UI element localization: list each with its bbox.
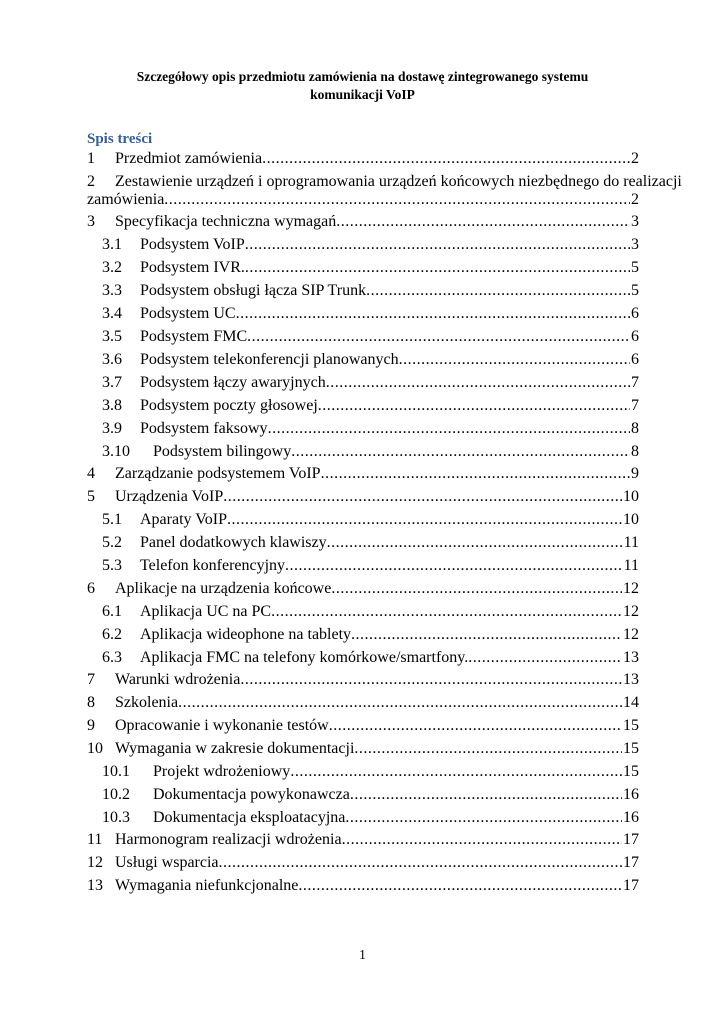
toc-entry-11[interactable]	[87, 831, 639, 849]
toc-entry-label: Zarządzanie podsystemem VoIP	[115, 465, 321, 482]
toc-entry-3-6[interactable]	[102, 351, 639, 369]
toc-leader-dots	[285, 557, 623, 575]
toc-entry-number: 8	[87, 694, 95, 711]
toc-entry-label: Szkolenia	[115, 694, 179, 711]
toc-entry-label: Telefon konferencyjny	[140, 557, 286, 574]
toc-entry-13[interactable]	[87, 877, 639, 895]
toc-entry-1[interactable]	[87, 150, 639, 168]
toc-entry-label: Podsystem IVR.	[140, 259, 245, 276]
toc-leader-dots	[223, 488, 622, 506]
toc-entry-label: Dokumentacja eksploatacyjna	[153, 809, 346, 826]
toc-entry-page: 6	[631, 351, 639, 368]
toc-leader-dots	[178, 694, 622, 712]
toc-leader-dots	[298, 877, 622, 895]
toc-leader-dots	[331, 580, 622, 598]
toc-entry-10-1[interactable]	[102, 763, 639, 781]
toc-leader-dots	[345, 809, 622, 827]
toc-entry-5-1[interactable]	[102, 511, 639, 529]
toc-entry-label: Podsystem łączy awaryjnych	[140, 374, 326, 391]
toc-entry-label: Wymagania w zakresie dokumentacji	[115, 740, 355, 757]
toc-leader-dots	[219, 854, 622, 872]
toc-entry-8[interactable]	[87, 694, 639, 712]
toc-entry-page: 10	[623, 511, 639, 528]
toc-entry-5-3[interactable]	[102, 557, 639, 575]
toc-entry-label: Przedmiot zamówienia	[115, 150, 263, 167]
toc-entry-label: Wymagania niefunkcjonalne	[115, 877, 299, 894]
toc-entry-page: 12	[623, 580, 639, 597]
toc-entry-number: 3.7	[102, 374, 122, 391]
toc-entry-label: Aplikacja FMC na telefony komórkowe/smartfony.	[140, 649, 469, 666]
toc-leader-dots	[327, 534, 623, 552]
toc-entry-label: Aplikacja UC na PC	[140, 603, 272, 620]
toc-entry-page: 16	[623, 809, 639, 826]
toc-entry-label: Aparaty VoIP	[140, 511, 227, 528]
toc-entry-page: 5	[631, 282, 639, 299]
toc-leader-dots	[354, 740, 622, 758]
toc-entry-label: Podsystem telekonferencji planowanych	[140, 351, 399, 368]
toc-leader-dots	[342, 831, 622, 849]
toc-entry-number: 7	[87, 671, 95, 688]
toc-entry-label: Opracowanie i wykonanie testów	[115, 717, 329, 734]
toc-leader-dots	[262, 150, 630, 168]
toc-entry-page: 13	[623, 649, 639, 666]
toc-leader-dots	[399, 351, 630, 369]
toc-entry-page: 8	[631, 420, 639, 437]
toc-entry-page: 12	[623, 603, 639, 620]
toc-entry-page: 13	[623, 671, 639, 688]
toc-entry-page: 17	[623, 877, 639, 894]
toc-entry-number: 5.1	[102, 511, 122, 528]
toc-entry-6-3[interactable]	[102, 649, 639, 667]
toc-entry-number: 9	[87, 717, 95, 734]
toc-entry-3-5[interactable]	[102, 328, 639, 346]
toc-entry-page: 6	[631, 328, 639, 345]
toc-leader-dots	[268, 420, 630, 438]
toc-entry-3-10[interactable]	[102, 443, 639, 461]
toc-leader-dots	[351, 626, 622, 644]
toc-entry-number: 5	[87, 488, 95, 505]
toc-entry-number: 3.1	[102, 236, 122, 253]
toc-entry-10-2[interactable]	[102, 786, 639, 804]
toc-entry-3[interactable]	[87, 213, 639, 231]
toc-leader-dots	[326, 374, 630, 392]
document-title	[0, 68, 725, 104]
toc-entry-page: 12	[623, 626, 639, 643]
toc-entry-number: 10	[87, 740, 103, 757]
toc-leader-dots	[468, 649, 622, 667]
toc-entry-label: Specyfikacja techniczna wymagań	[115, 213, 337, 230]
toc-entry-number: 3.3	[102, 282, 122, 299]
toc-entry-3-4[interactable]	[102, 305, 639, 323]
toc-entry-3-1[interactable]	[102, 236, 639, 254]
document-title-line-2: komunikacji VoIP	[310, 87, 415, 102]
toc-entry-page: 3	[631, 213, 639, 230]
toc-entry-number: 3.2	[102, 259, 122, 276]
toc-entry-number: 3.5	[102, 328, 122, 345]
toc-leader-dots	[271, 603, 622, 621]
toc-entry-label: Panel dodatkowych klawiszy	[140, 534, 327, 551]
toc-entry-number: 2	[87, 173, 95, 190]
toc-entry-label: Projekt wdrożeniowy	[153, 763, 291, 780]
toc-entry-label: Urządzenia VoIP	[115, 488, 224, 505]
toc-entry-page: 15	[623, 763, 639, 780]
toc-entry-label: Podsystem FMC	[140, 328, 248, 345]
toc-heading: Spis treści	[87, 131, 153, 147]
toc-entry-number: 10.3	[102, 809, 130, 826]
toc-entry-page: 17	[623, 831, 639, 848]
toc-entry-7[interactable]	[87, 671, 639, 689]
toc-entry-3-8[interactable]	[102, 397, 639, 415]
toc-entry-page: 15	[623, 740, 639, 757]
toc-entry-label: Aplikacja wideophone na tablety	[140, 626, 352, 643]
toc-entry-label: Podsystem bilingowy	[153, 443, 292, 460]
toc-leader-dots	[291, 443, 630, 461]
toc-leader-dots	[318, 397, 630, 415]
toc-entry-label: Podsystem UC	[140, 305, 236, 322]
toc-entry-number: 6	[87, 580, 95, 597]
toc-entry-label: Podsystem obsługi łącza SIP Trunk	[140, 282, 367, 299]
toc-entry-number: 3.4	[102, 305, 122, 322]
toc-entry-2-line-1[interactable]	[87, 173, 682, 191]
toc-entry-number: 11	[87, 831, 103, 848]
toc-leader-dots	[245, 259, 630, 277]
toc-entry-page: 7	[631, 374, 639, 391]
toc-entry-number: 5.2	[102, 534, 122, 551]
toc-entry-page: 8	[631, 443, 639, 460]
toc-entry-number: 3.10	[102, 443, 130, 460]
toc-entry-label: Usługi wsparcia	[115, 854, 219, 871]
toc-entry-number: 13	[87, 877, 103, 894]
toc-entry-label: zamówienia	[87, 191, 165, 208]
toc-entry-3-7[interactable]	[102, 374, 639, 392]
toc-entry-6[interactable]	[87, 580, 639, 598]
toc-entry-label: Podsystem VoIP	[140, 236, 245, 253]
toc-entry-page: 7	[631, 397, 639, 414]
toc-entry-12[interactable]	[87, 854, 639, 872]
toc-entry-page: 2	[631, 150, 639, 167]
toc-leader-dots	[321, 465, 630, 483]
toc-leader-dots	[240, 671, 622, 689]
toc-entry-page: 10	[623, 488, 639, 505]
toc-entry-page: 2	[631, 191, 639, 208]
toc-entry-number: 1	[87, 150, 95, 167]
toc-entry-4[interactable]	[87, 465, 639, 483]
toc-leader-dots	[290, 763, 622, 781]
toc-entry-number: 3	[87, 213, 95, 230]
toc-entry-page: 6	[631, 305, 639, 322]
toc-entry-number: 10.2	[102, 786, 130, 803]
toc-entry-10[interactable]	[87, 740, 639, 758]
toc-entry-label: Podsystem faksowy	[140, 420, 268, 437]
toc-entry-number: 12	[87, 854, 103, 871]
toc-entry-2-line-2[interactable]	[87, 191, 639, 209]
toc-entry-page: 16	[623, 786, 639, 803]
toc-entry-number: 3.6	[102, 351, 122, 368]
toc-leader-dots	[247, 328, 630, 346]
page-number: 1	[359, 947, 366, 962]
toc-entry-page: 17	[623, 854, 639, 871]
toc-entry-number: 6.2	[102, 626, 122, 643]
toc-entry-5[interactable]	[87, 488, 639, 506]
toc-entry-5-2[interactable]	[102, 534, 639, 552]
toc-entry-3-3[interactable]	[102, 282, 639, 300]
toc-leader-dots	[245, 236, 630, 254]
toc-entry-label: Warunki wdrożenia	[115, 671, 241, 688]
toc-entry-number: 6.1	[102, 603, 122, 620]
toc-entry-6-1[interactable]	[102, 603, 639, 621]
toc-entry-number: 10.1	[102, 763, 130, 780]
toc-leader-dots	[227, 511, 622, 529]
toc-entry-page: 14	[623, 694, 639, 711]
toc-entry-label: Podsystem poczty głosowej	[140, 397, 318, 414]
toc-leader-dots	[350, 786, 622, 804]
toc-entry-label: Harmonogram realizacji wdrożenia	[115, 831, 342, 848]
toc-entry-page: 11	[623, 557, 639, 574]
toc-entry-page: 5	[631, 259, 639, 276]
toc-entry-3-2[interactable]	[102, 259, 639, 277]
toc-entry-number: 4	[87, 465, 95, 482]
toc-leader-dots	[164, 191, 630, 209]
toc-leader-dots	[236, 305, 630, 323]
toc-leader-dots	[366, 282, 630, 300]
toc-entry-number: 3.8	[102, 397, 122, 414]
toc-entry-number: 6.3	[102, 649, 122, 666]
toc-entry-page: 15	[623, 717, 639, 734]
toc-entry-page: 9	[631, 465, 639, 482]
toc-entry-9[interactable]	[87, 717, 639, 735]
toc-entry-page: 3	[631, 236, 639, 253]
toc-entry-label: Dokumentacja powykonawcza	[153, 786, 350, 803]
toc-entry-3-9[interactable]	[102, 420, 639, 438]
toc-entry-label: Aplikacje na urządzenia końcowe	[115, 580, 332, 597]
toc-entry-label: Zestawienie urządzeń i oprogramowania urządzeń końcowych niezbędnego do realizacji	[115, 173, 682, 190]
toc-leader-dots	[336, 213, 630, 231]
toc-entry-page: 11	[623, 534, 639, 551]
toc-entry-number: 3.9	[102, 420, 122, 437]
toc-entry-number: 5.3	[102, 557, 122, 574]
document-title-line-1: Szczegółowy opis przedmiotu zamówienia na dostawę zintegrowanego systemu	[136, 69, 589, 84]
toc-entry-10-3[interactable]	[102, 809, 639, 827]
toc-leader-dots	[329, 717, 622, 735]
toc-entry-6-2[interactable]	[102, 626, 639, 644]
